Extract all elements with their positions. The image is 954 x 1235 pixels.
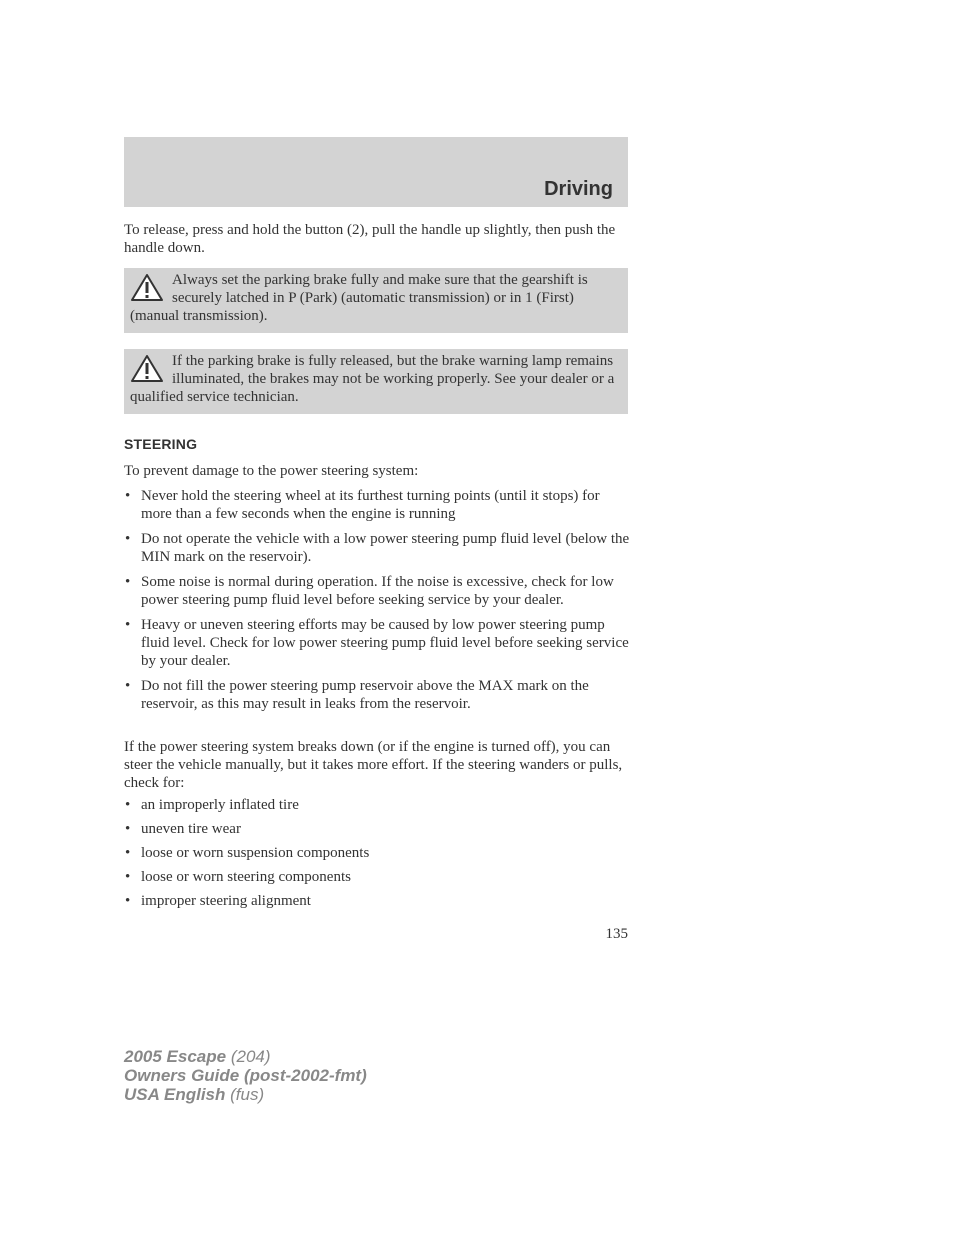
list-item: • an improperly inflated tire <box>125 797 299 813</box>
footer-line-model: 2005 Escape (204) <box>124 1047 271 1066</box>
steering-bullet-list <box>124 487 634 713</box>
warning-text: If the parking brake is fully released, but the brake warning lamp remains illuminated, the brakes may not be working properly. See your dealer or a qualified service technician. <box>130 353 615 405</box>
list-item: • Some noise is normal during operation. If the noise is excessive, check for low power steering pump fluid level before seeking service by your dealer. <box>125 574 614 608</box>
list-item: • Heavy or uneven steering efforts may be caused by low power steering pump fluid level. Check for low power steering pump fluid level before seeking service by your dealer. <box>125 617 629 669</box>
document-footer <box>124 1047 367 1104</box>
footer-line-language: USA English (fus) <box>124 1085 265 1104</box>
footer-line-guide: Owners Guide (post-2002-fmt) <box>124 1066 367 1085</box>
steering-heading: STEERING <box>124 436 198 452</box>
page-number: 135 <box>605 926 628 942</box>
list-item: • loose or worn steering components <box>125 869 351 885</box>
section-header-band <box>124 137 628 207</box>
intro-paragraph: To release, press and hold the button (2), pull the handle up slightly, then push the handle down. <box>124 222 616 256</box>
list-item: • Do not fill the power steering pump reservoir above the MAX mark on the reservoir, as this may result in leaks from the reservoir. <box>125 678 589 712</box>
list-item: • improper steering alignment <box>125 893 311 909</box>
steering-lead: To prevent damage to the power steering system: <box>124 463 419 479</box>
warning-triangle-icon <box>130 354 164 384</box>
warning-box-brake-lamp <box>124 349 628 414</box>
warning-box-parking-brake <box>124 268 628 333</box>
check-bullet-list <box>124 796 634 910</box>
warning-triangle-icon <box>130 273 164 303</box>
list-item: • uneven tire wear <box>125 821 241 837</box>
breakdown-paragraph: If the power steering system breaks down (or if the engine is turned off), you can steer the vehicle manually, but it takes more effort. If the steering wanders or pulls, check for: <box>124 739 623 791</box>
section-title: Driving <box>544 178 613 200</box>
list-item: • Do not operate the vehicle with a low power steering pump fluid level (below the MIN mark on the reservoir). <box>125 531 630 565</box>
warning-text: Always set the parking brake fully and make sure that the gearshift is securely latched in P (Park) (automatic transmission) or in 1 (First) (manual transmission). <box>130 272 588 324</box>
list-item: • Never hold the steering wheel at its furthest turning points (until it stops) for more than a few seconds when the engine is running <box>125 488 600 522</box>
list-item: • loose or worn suspension components <box>125 845 370 861</box>
